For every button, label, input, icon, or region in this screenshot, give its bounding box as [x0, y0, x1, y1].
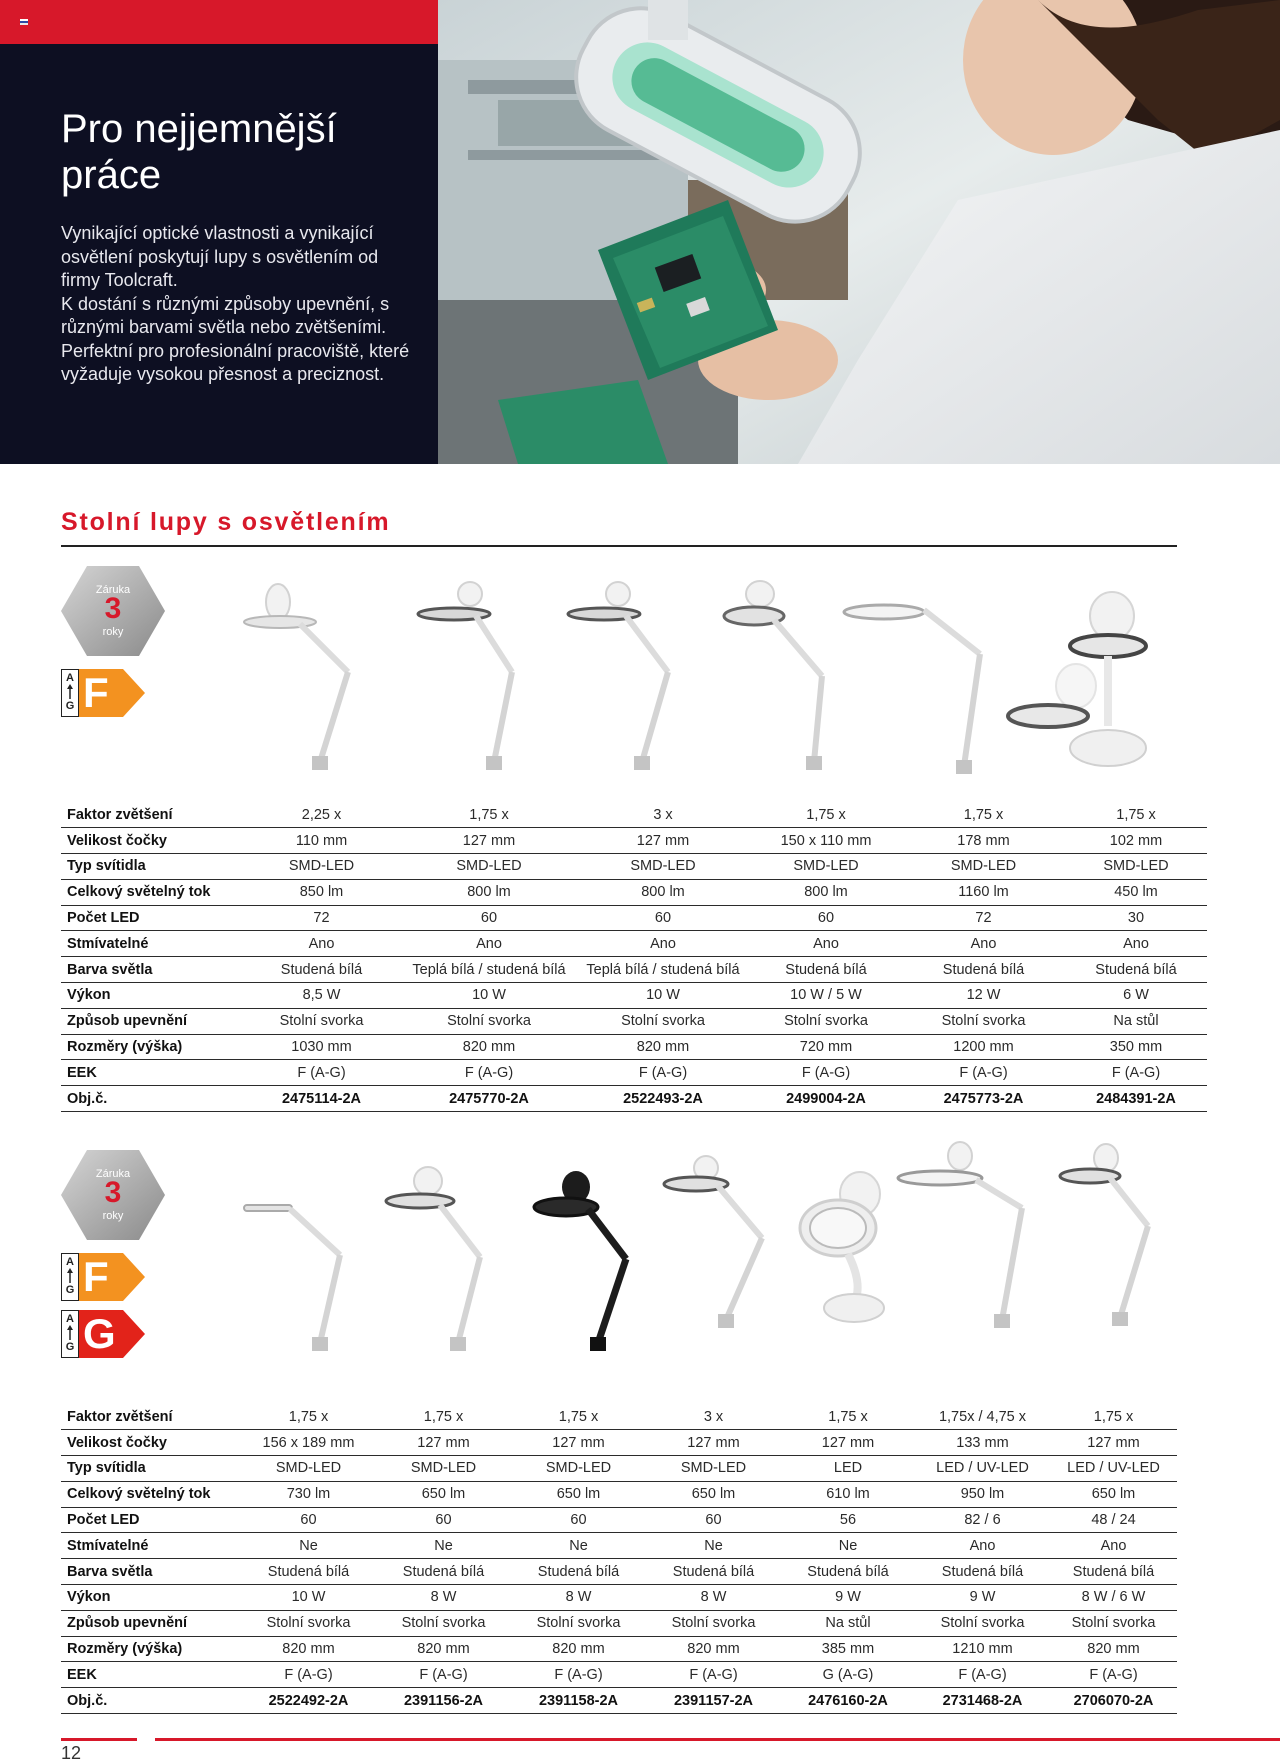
spec-label: Faktor zvětšení [61, 1404, 241, 1430]
spec-value: 650 lm [511, 1481, 646, 1507]
spec-value: F (A-G) [1050, 1662, 1177, 1688]
spec-value: SMD-LED [902, 854, 1065, 880]
spec-value: 720 mm [750, 1034, 902, 1060]
warranty-badge [61, 566, 165, 656]
spec-value: 8 W [646, 1585, 781, 1611]
magnifier-lamp-image [718, 580, 848, 775]
energy-scale-top: A [66, 672, 74, 684]
spec-label: Velikost čočky [61, 1430, 241, 1456]
spec-value: Ne [781, 1533, 915, 1559]
spec-value: Ano [750, 931, 902, 957]
spec-value: 8 W / 6 W [1050, 1585, 1177, 1611]
energy-class: G [83, 1310, 116, 1357]
spec-value: 1,75 x [376, 1404, 511, 1430]
spec-value: 950 lm [915, 1481, 1050, 1507]
spec-value: 1,75 x [902, 802, 1065, 828]
spec-value: 72 [902, 905, 1065, 931]
spec-value: F (A-G) [402, 1060, 576, 1086]
spec-row [61, 1481, 1177, 1507]
magnifier-lamp-image [240, 580, 370, 775]
spec-value: 30 [1065, 905, 1207, 931]
spec-value: G (A-G) [781, 1662, 915, 1688]
spec-value: 156 x 189 mm [241, 1430, 376, 1456]
spec-value: 9 W [781, 1585, 915, 1611]
spec-row [61, 1430, 1177, 1456]
spec-value: 2,25 x [241, 802, 402, 828]
spec-value: 9 W [915, 1585, 1050, 1611]
spec-value: 1,75 x [750, 802, 902, 828]
spec-row [61, 905, 1207, 931]
magnifier-lamp-image [240, 1165, 370, 1355]
spec-label: Rozměry (výška) [61, 1034, 241, 1060]
spec-value: 1,75 x [781, 1404, 915, 1430]
spec-value: F (A-G) [241, 1662, 376, 1688]
spec-value: 800 lm [576, 879, 750, 905]
order-code: 2499004-2A [750, 1086, 902, 1112]
spec-label: Typ svítidla [61, 1456, 241, 1482]
footer-divider [61, 1738, 137, 1741]
spec-value: F (A-G) [646, 1662, 781, 1688]
spec-row [61, 1456, 1177, 1482]
hero-title: Pro nejjemnější práce [61, 107, 337, 197]
spec-value: SMD-LED [1065, 854, 1207, 880]
spec-value: Studená bílá [511, 1559, 646, 1585]
spec-value: 1,75 x [241, 1404, 376, 1430]
spec-value: 48 / 24 [1050, 1507, 1177, 1533]
order-code: 2476160-2A [781, 1688, 915, 1714]
spec-label: Počet LED [61, 905, 241, 931]
spec-row [61, 1060, 1207, 1086]
spec-value: 1200 mm [902, 1034, 1065, 1060]
spec-label: Celkový světelný tok [61, 1481, 241, 1507]
warranty-label: Záruka [95, 1168, 131, 1180]
spec-value: 1,75 x [511, 1404, 646, 1430]
warranty-unit: roky [102, 1210, 124, 1222]
spec-value: 730 lm [241, 1481, 376, 1507]
magnifier-lamp-image [530, 1165, 660, 1355]
spec-row [61, 983, 1207, 1009]
spec-value: 820 mm [511, 1636, 646, 1662]
spec-value: LED / UV-LED [915, 1456, 1050, 1482]
energy-label-f [61, 669, 145, 717]
spec-value: 102 mm [1065, 828, 1207, 854]
spec-value: 800 lm [750, 879, 902, 905]
spec-value: 820 mm [241, 1636, 376, 1662]
spec-value: Ano [1050, 1533, 1177, 1559]
spec-value: 820 mm [402, 1034, 576, 1060]
spec-value: 60 [576, 905, 750, 931]
spec-value: SMD-LED [241, 1456, 376, 1482]
spec-value: 60 [402, 905, 576, 931]
spec-value: F (A-G) [750, 1060, 902, 1086]
spec-value: Stolní svorka [576, 1008, 750, 1034]
spec-value: F (A-G) [241, 1060, 402, 1086]
spec-table-1 [61, 802, 1207, 1112]
spec-row [61, 1533, 1177, 1559]
spec-value: 6 W [1065, 983, 1207, 1009]
order-code: 2475773-2A [902, 1086, 1065, 1112]
spec-value: Stolní svorka [241, 1610, 376, 1636]
spec-label: EEK [61, 1662, 241, 1688]
spec-value: 10 W [576, 983, 750, 1009]
flag-icon [20, 19, 28, 25]
spec-label: Typ svítidla [61, 854, 241, 880]
spec-value: Stolní svorka [376, 1610, 511, 1636]
lab-woman-magnifier-photo [438, 0, 1280, 464]
spec-value: F (A-G) [511, 1662, 646, 1688]
spec-value: F (A-G) [902, 1060, 1065, 1086]
spec-value: Na stůl [781, 1610, 915, 1636]
magnifier-lamp-image [790, 1170, 900, 1330]
magnifier-lamp-image [560, 580, 690, 775]
spec-value: Teplá bílá / studená bílá [402, 957, 576, 983]
spec-value: Studená bílá [376, 1559, 511, 1585]
energy-scale-top: A [66, 1256, 74, 1268]
spec-row [61, 1507, 1177, 1533]
spec-value: LED [781, 1456, 915, 1482]
spec-value: Ne [511, 1533, 646, 1559]
spec-value: 385 mm [781, 1636, 915, 1662]
spec-value: Ne [241, 1533, 376, 1559]
spec-value: 3 x [646, 1404, 781, 1430]
spec-value: 1,75x / 4,75 x [915, 1404, 1050, 1430]
spec-value: Stolní svorka [1050, 1610, 1177, 1636]
order-code: 2731468-2A [915, 1688, 1050, 1714]
spec-value: 820 mm [376, 1636, 511, 1662]
spec-row [61, 1034, 1207, 1060]
spec-value: LED / UV-LED [1050, 1456, 1177, 1482]
energy-label-f [61, 1253, 145, 1301]
spec-label: Celkový světelný tok [61, 879, 241, 905]
spec-table-2 [61, 1404, 1177, 1714]
spec-value: 133 mm [915, 1430, 1050, 1456]
energy-scale-top: A [66, 1313, 74, 1325]
spec-label: Počet LED [61, 1507, 241, 1533]
spec-label: Barva světla [61, 1559, 241, 1585]
spec-value: SMD-LED [402, 854, 576, 880]
magnifier-lamp-image [896, 1140, 1036, 1340]
order-code: 2391158-2A [511, 1688, 646, 1714]
spec-value: 60 [511, 1507, 646, 1533]
energy-scale-bottom: G [65, 1341, 75, 1353]
spec-label: Faktor zvětšení [61, 802, 241, 828]
spec-value: F (A-G) [1065, 1060, 1207, 1086]
spec-value: 1,75 x [402, 802, 576, 828]
spec-value: 127 mm [646, 1430, 781, 1456]
spec-label: Velikost čočky [61, 828, 241, 854]
spec-value: Studená bílá [646, 1559, 781, 1585]
spec-value: Studená bílá [1050, 1559, 1177, 1585]
spec-value: 650 lm [1050, 1481, 1177, 1507]
spec-value: Ano [241, 931, 402, 957]
spec-value: 72 [241, 905, 402, 931]
spec-value: 60 [241, 1507, 376, 1533]
magnifier-lamp-image [410, 580, 540, 775]
spec-label: Obj.č. [61, 1688, 241, 1714]
spec-value: SMD-LED [511, 1456, 646, 1482]
spec-value: Ne [376, 1533, 511, 1559]
spec-label: Výkon [61, 983, 241, 1009]
energy-scale-bottom: G [65, 1284, 75, 1296]
spec-value: Studená bílá [902, 957, 1065, 983]
spec-value: Studená bílá [750, 957, 902, 983]
spec-label: EEK [61, 1060, 241, 1086]
spec-value: 610 lm [781, 1481, 915, 1507]
spec-value: Stolní svorka [750, 1008, 902, 1034]
spec-value: SMD-LED [646, 1456, 781, 1482]
spec-value: 56 [781, 1507, 915, 1533]
hero-text: Vynikající optické vlastnosti a vynikající osvětlení poskytují lupy s osvětlením od firmy Toolcraft. K dostání s různými způsoby upevnění, s různými barvami světla nebo zvětšeními. Perfektní pro profesionální pracoviště, které vyžaduje vysokou přesnost a preciznost. [61, 223, 410, 384]
spec-value: SMD-LED [750, 854, 902, 880]
spec-value: SMD-LED [576, 854, 750, 880]
spec-value: Ano [902, 931, 1065, 957]
spec-value: Ano [576, 931, 750, 957]
spec-label: Stmívatelné [61, 931, 241, 957]
spec-value: 800 lm [402, 879, 576, 905]
spec-row [61, 1086, 1207, 1112]
energy-class: F [83, 1253, 109, 1300]
spec-value: 150 x 110 mm [750, 828, 902, 854]
section-divider [61, 545, 1177, 547]
spec-row [61, 1610, 1177, 1636]
footer-divider [155, 1738, 1280, 1741]
order-code: 2475114-2A [241, 1086, 402, 1112]
section-title: Stolní lupy s osvětlením [61, 508, 391, 536]
warranty-label: Záruka [95, 584, 131, 596]
spec-value: 1030 mm [241, 1034, 402, 1060]
warranty-badge [61, 1150, 165, 1240]
spec-value: 127 mm [376, 1430, 511, 1456]
spec-value: 1160 lm [902, 879, 1065, 905]
energy-scale-bottom: G [65, 700, 75, 712]
spec-value: Ano [915, 1533, 1050, 1559]
magnifier-lamp-image [1000, 590, 1160, 780]
warranty-unit: roky [102, 626, 124, 638]
spec-value: F (A-G) [915, 1662, 1050, 1688]
spec-label: Způsob upevnění [61, 1008, 241, 1034]
spec-value: 850 lm [241, 879, 402, 905]
warranty-years: 3 [104, 1176, 122, 1209]
spec-value: 127 mm [1050, 1430, 1177, 1456]
spec-row [61, 879, 1207, 905]
spec-value: 650 lm [646, 1481, 781, 1507]
order-code: 2522493-2A [576, 1086, 750, 1112]
spec-value: 60 [750, 905, 902, 931]
spec-value: Ano [1065, 931, 1207, 957]
spec-row [61, 1559, 1177, 1585]
spec-row [61, 931, 1207, 957]
spec-value: 8 W [376, 1585, 511, 1611]
spec-row [61, 854, 1207, 880]
magnifier-lamp-image [840, 590, 1000, 780]
spec-value: Studená bílá [241, 1559, 376, 1585]
spec-value: 1,75 x [1050, 1404, 1177, 1430]
spec-value: 820 mm [576, 1034, 750, 1060]
spec-value: Stolní svorka [241, 1008, 402, 1034]
spec-value: Na stůl [1065, 1008, 1207, 1034]
spec-value: 8,5 W [241, 983, 402, 1009]
spec-value: Stolní svorka [646, 1610, 781, 1636]
magnifier-lamp-image [380, 1165, 510, 1355]
order-code: 2475770-2A [402, 1086, 576, 1112]
spec-label: Způsob upevnění [61, 1610, 241, 1636]
warranty-years: 3 [104, 592, 122, 625]
spec-value: 127 mm [576, 828, 750, 854]
spec-row [61, 1404, 1177, 1430]
spec-value: 12 W [902, 983, 1065, 1009]
spec-value: F (A-G) [376, 1662, 511, 1688]
spec-label: Barva světla [61, 957, 241, 983]
spec-value: 127 mm [781, 1430, 915, 1456]
spec-value: F (A-G) [576, 1060, 750, 1086]
spec-value: 8 W [511, 1585, 646, 1611]
spec-value: 3 x [576, 802, 750, 828]
spec-value: Stolní svorka [402, 1008, 576, 1034]
spec-value: 1210 mm [915, 1636, 1050, 1662]
order-code: 2484391-2A [1065, 1086, 1207, 1112]
spec-value: 178 mm [902, 828, 1065, 854]
spec-label: Stmívatelné [61, 1533, 241, 1559]
spec-row [61, 828, 1207, 854]
spec-value: 60 [376, 1507, 511, 1533]
order-code: 2391157-2A [646, 1688, 781, 1714]
order-code: 2391156-2A [376, 1688, 511, 1714]
energy-class: F [83, 669, 109, 716]
spec-value: 350 mm [1065, 1034, 1207, 1060]
spec-value: Studená bílá [1065, 957, 1207, 983]
spec-value: Stolní svorka [902, 1008, 1065, 1034]
spec-value: Ano [402, 931, 576, 957]
spec-label: Výkon [61, 1585, 241, 1611]
spec-value: 60 [646, 1507, 781, 1533]
spec-value: 1,75 x [1065, 802, 1207, 828]
spec-label: Rozměry (výška) [61, 1636, 241, 1662]
spec-value: 127 mm [511, 1430, 646, 1456]
spec-value: Studená bílá [241, 957, 402, 983]
spec-value: 650 lm [376, 1481, 511, 1507]
spec-value: 820 mm [646, 1636, 781, 1662]
magnifier-lamp-image [1050, 1140, 1180, 1340]
spec-value: 10 W / 5 W [750, 983, 902, 1009]
spec-value: 450 lm [1065, 879, 1207, 905]
spec-label: Obj.č. [61, 1086, 241, 1112]
spec-value: 127 mm [402, 828, 576, 854]
hero-photo-lab-woman [438, 0, 1280, 464]
energy-label-g [61, 1310, 145, 1358]
spec-row [61, 1636, 1177, 1662]
page-number: 12 [61, 1743, 82, 1763]
spec-row [61, 1662, 1177, 1688]
spec-row [61, 1585, 1177, 1611]
spec-value: SMD-LED [241, 854, 402, 880]
spec-value: Studená bílá [915, 1559, 1050, 1585]
spec-row [61, 1008, 1207, 1034]
spec-value: 110 mm [241, 828, 402, 854]
order-code: 2522492-2A [241, 1688, 376, 1714]
magnifier-lamp-image [660, 1150, 790, 1340]
spec-row [61, 957, 1207, 983]
spec-value: 10 W [402, 983, 576, 1009]
order-code: 2706070-2A [1050, 1688, 1177, 1714]
spec-value: Studená bílá [781, 1559, 915, 1585]
spec-row [61, 802, 1207, 828]
spec-value: Stolní svorka [511, 1610, 646, 1636]
spec-row [61, 1688, 1177, 1714]
spec-value: 82 / 6 [915, 1507, 1050, 1533]
spec-value: 820 mm [1050, 1636, 1177, 1662]
spec-value: Stolní svorka [915, 1610, 1050, 1636]
spec-value: 10 W [241, 1585, 376, 1611]
spec-value: SMD-LED [376, 1456, 511, 1482]
spec-value: Ne [646, 1533, 781, 1559]
spec-value: Teplá bílá / studená bílá [576, 957, 750, 983]
